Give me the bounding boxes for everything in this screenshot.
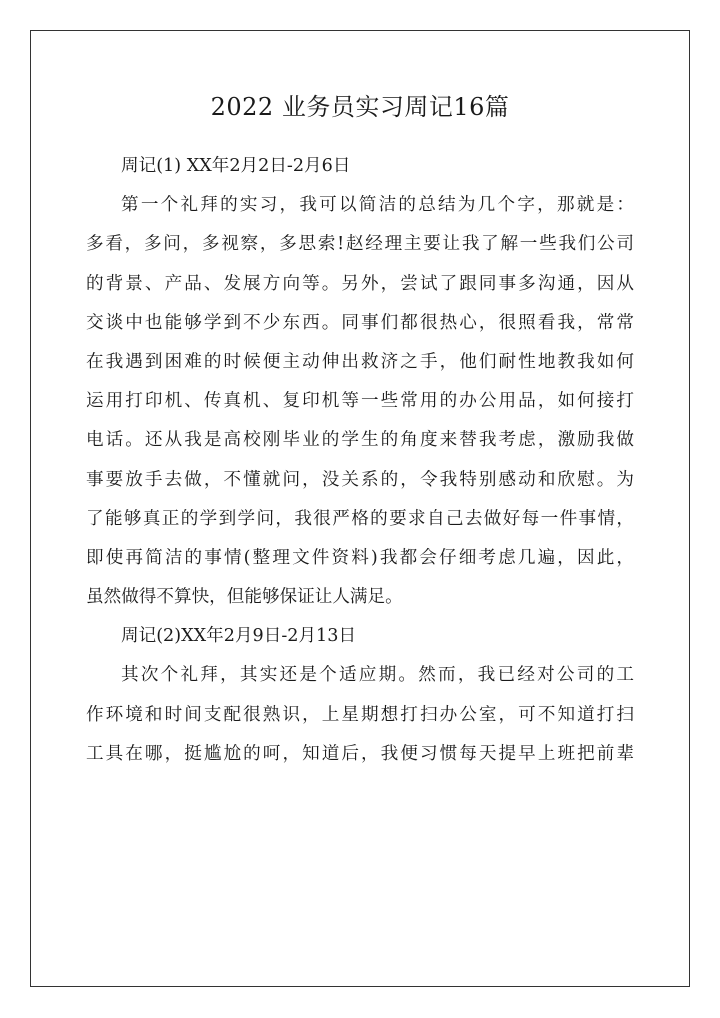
text-line: 在我遇到困难的时候便主动伸出救济之手，他们耐性地教我如何 <box>86 351 634 372</box>
text-line: 事要放手去做，不懂就问，没关系的，令我特别感动和欣慰。为 <box>86 469 634 490</box>
text-line: 的背景、产品、发展方向等。另外，尝试了跟同事多沟通，因从 <box>86 273 634 294</box>
text-line: 虽然做得不算快，但能够保证让人满足。 <box>86 587 403 608</box>
text-line: 即使再简洁的事情(整理文件资料)我都会仔细考虑几遍，因此， <box>86 547 634 568</box>
text-line: 交谈中也能够学到不少东西。同事们都很热心，很照看我，常常 <box>86 312 634 333</box>
section-heading: 周记(1) XX年2月2日-2月6日 <box>121 156 351 176</box>
document-body <box>86 147 634 774</box>
text-line: 多看，多问，多视察，多思索!赵经理主要让我了解一些我们公司 <box>86 234 634 255</box>
text-line: 作环境和时间支配很熟识，上星期想打扫办公室，可不知道打扫 <box>86 704 634 725</box>
text-line: 运用打印机、传真机、复印机等一些常用的办公用品，如何接打 <box>86 391 634 412</box>
text-line: 工具在哪，挺尴尬的呵，知道后，我便习惯每天提早上班把前辈 <box>86 743 634 764</box>
document-title: 2022 业务员实习周记16篇 <box>210 93 510 121</box>
text-line: 电话。还从我是高校刚毕业的学生的角度来替我考虑，激励我做 <box>86 430 634 451</box>
text-line: 其次个礼拜，其实还是个适应期。然而，我已经对公司的工 <box>121 665 634 686</box>
text-line: 第一个礼拜的实习，我可以简洁的总结为几个字，那就是： <box>121 195 634 216</box>
section-heading: 周记(2)XX年2月9日-2月13日 <box>121 626 357 647</box>
text-line: 了能够真正的学到学问，我很严格的要求自己去做好每一件事情， <box>86 508 634 529</box>
